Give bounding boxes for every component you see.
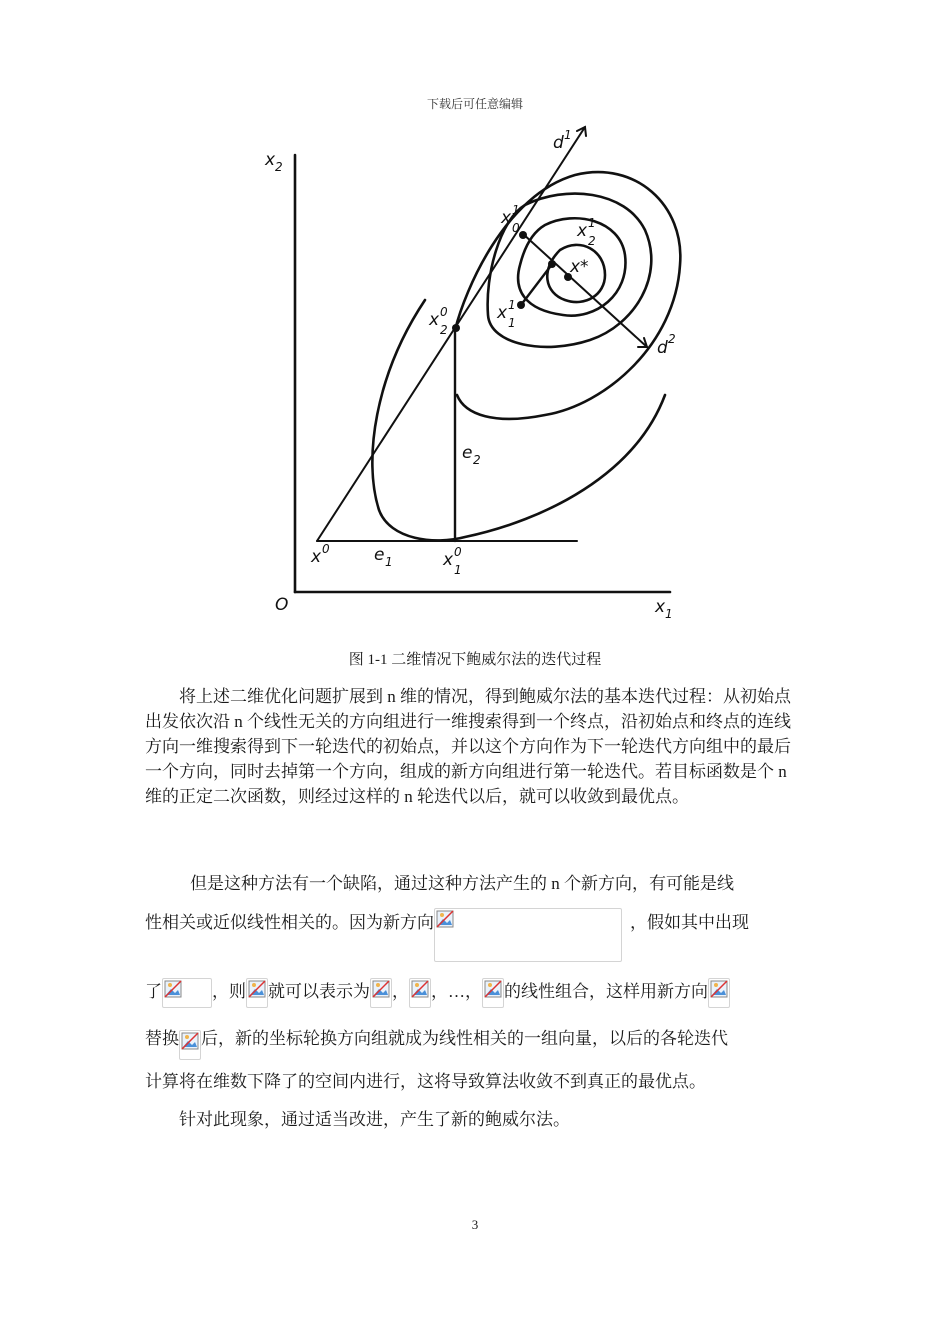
e1-label: e	[374, 545, 385, 565]
point-x11	[517, 301, 525, 309]
x11-sup: 1	[508, 298, 516, 312]
x01-label: x	[501, 208, 512, 228]
x20-sub: 2	[440, 323, 448, 337]
x1-axis-label: x	[655, 597, 666, 617]
x01-sup: 1	[512, 203, 520, 217]
d1-label: d	[553, 133, 564, 153]
figure-caption: 图 1-1 二维情况下鲍威尔法的迭代过程	[348, 652, 602, 668]
paragraph-3: 针对此现象，通过适当改进，产生了新的鲍威尔法。	[179, 1110, 570, 1129]
point-x21	[548, 260, 556, 268]
point-x01	[519, 231, 527, 239]
contour-outer	[372, 300, 665, 540]
p2-text-2a: 性相关或近似线性相关的。因为新方向	[145, 913, 434, 932]
broken-image-4	[409, 978, 431, 1008]
x2-axis-sub: 2	[275, 160, 283, 174]
p2-text-3f: 的线性组合，这样用新方向	[504, 981, 708, 1001]
page-number: 3	[471, 1217, 479, 1232]
p2-text-2b: ，假如其中出现	[630, 913, 749, 932]
broken-image-2	[246, 978, 268, 1008]
x21-sup: 1	[588, 216, 596, 230]
d2-line	[522, 233, 647, 347]
paragraph-2-line-3	[145, 978, 730, 1004]
page-header: 下载后可任意编辑	[426, 97, 523, 111]
p2-text-3b: ，则	[212, 981, 246, 1001]
broken-image-icon	[484, 980, 502, 998]
broken-image-icon	[411, 980, 429, 998]
broken-image-icon	[436, 910, 454, 928]
paragraph-1: 将上述二维优化问题扩展到 n 维的情况，得到鲍威尔法的基本迭代过程：从初始点出发依次沿 n 个线性无关的方向组进行一维搜索得到一个终点，沿初始点和终点的连线方向一维搜索得到下一轮迭代的初始点，并以这个方向作为下一轮迭代方向组中的最后一个方向，同时去掉第一个方向，组成的新方向组进行第一轮迭代。若目标函数是个 n 维的正定二次函数，则经过这样的 n 轮迭代以后，就可以收敛到最优点。	[145, 687, 791, 806]
x21-label: x	[577, 221, 588, 241]
x0-label: x	[311, 547, 322, 567]
x10-sup: 0	[454, 545, 462, 559]
p2-text-4a: 替换	[145, 1028, 179, 1048]
e2-label: e	[462, 443, 473, 463]
xstar-label: x*	[570, 257, 589, 277]
d2-label: d	[657, 338, 668, 358]
d1-sup: 1	[564, 128, 572, 142]
paragraph-2-line-5: 计算将在维数下降了的空间内进行，这将导致算法收敛不到真正的最优点。	[145, 1072, 706, 1091]
broken-image-icon	[710, 980, 728, 998]
p2-text-4b: 后，新的坐标轮换方向组就成为线性相关的一组向量，以后的各轮迭代	[201, 1028, 728, 1048]
broken-image-new-directions	[434, 908, 622, 962]
x20-label: x	[429, 310, 440, 330]
x21-sub: 2	[588, 234, 596, 248]
p2-text-3e: ，…，	[431, 981, 482, 1001]
p2-text-3d: ，	[392, 981, 409, 1001]
p2-text-3c: 就可以表示为	[268, 981, 370, 1001]
broken-image-icon	[181, 1032, 199, 1050]
x11-label: x	[497, 303, 508, 323]
x11-sub: 1	[508, 316, 516, 330]
broken-image-7	[179, 1030, 201, 1060]
broken-image-icon	[372, 980, 390, 998]
broken-image-icon	[248, 980, 266, 998]
paragraph-2-line-1: 但是这种方法有一个缺陷，通过这种方法产生的 n 个新方向，有可能是线	[190, 874, 734, 893]
e1-sub: 1	[385, 555, 393, 569]
broken-image-1	[162, 978, 212, 1008]
d2-sup: 2	[668, 332, 676, 346]
powell-iteration-figure	[255, 115, 695, 635]
broken-image-5	[482, 978, 504, 1008]
broken-image-3	[370, 978, 392, 1008]
e2-sub: 2	[473, 453, 481, 467]
x1-axis-sub: 1	[665, 607, 673, 621]
figure-svg	[255, 115, 695, 635]
x0-sup: 0	[322, 542, 330, 556]
x2-axis-label: x	[265, 150, 276, 170]
paragraph-2-line-4	[145, 1020, 728, 1046]
x01-sub: 0	[512, 221, 520, 235]
x10-sub: 1	[454, 563, 462, 577]
broken-image-6	[708, 978, 730, 1008]
x10-label: x	[443, 550, 454, 570]
paragraph-2-line-2	[145, 910, 749, 936]
origin-label: O	[275, 595, 289, 615]
point-x20	[452, 324, 460, 332]
x20-sup: 0	[440, 305, 448, 319]
broken-image-icon	[164, 980, 182, 998]
p2-text-3a: 了	[145, 981, 162, 1001]
